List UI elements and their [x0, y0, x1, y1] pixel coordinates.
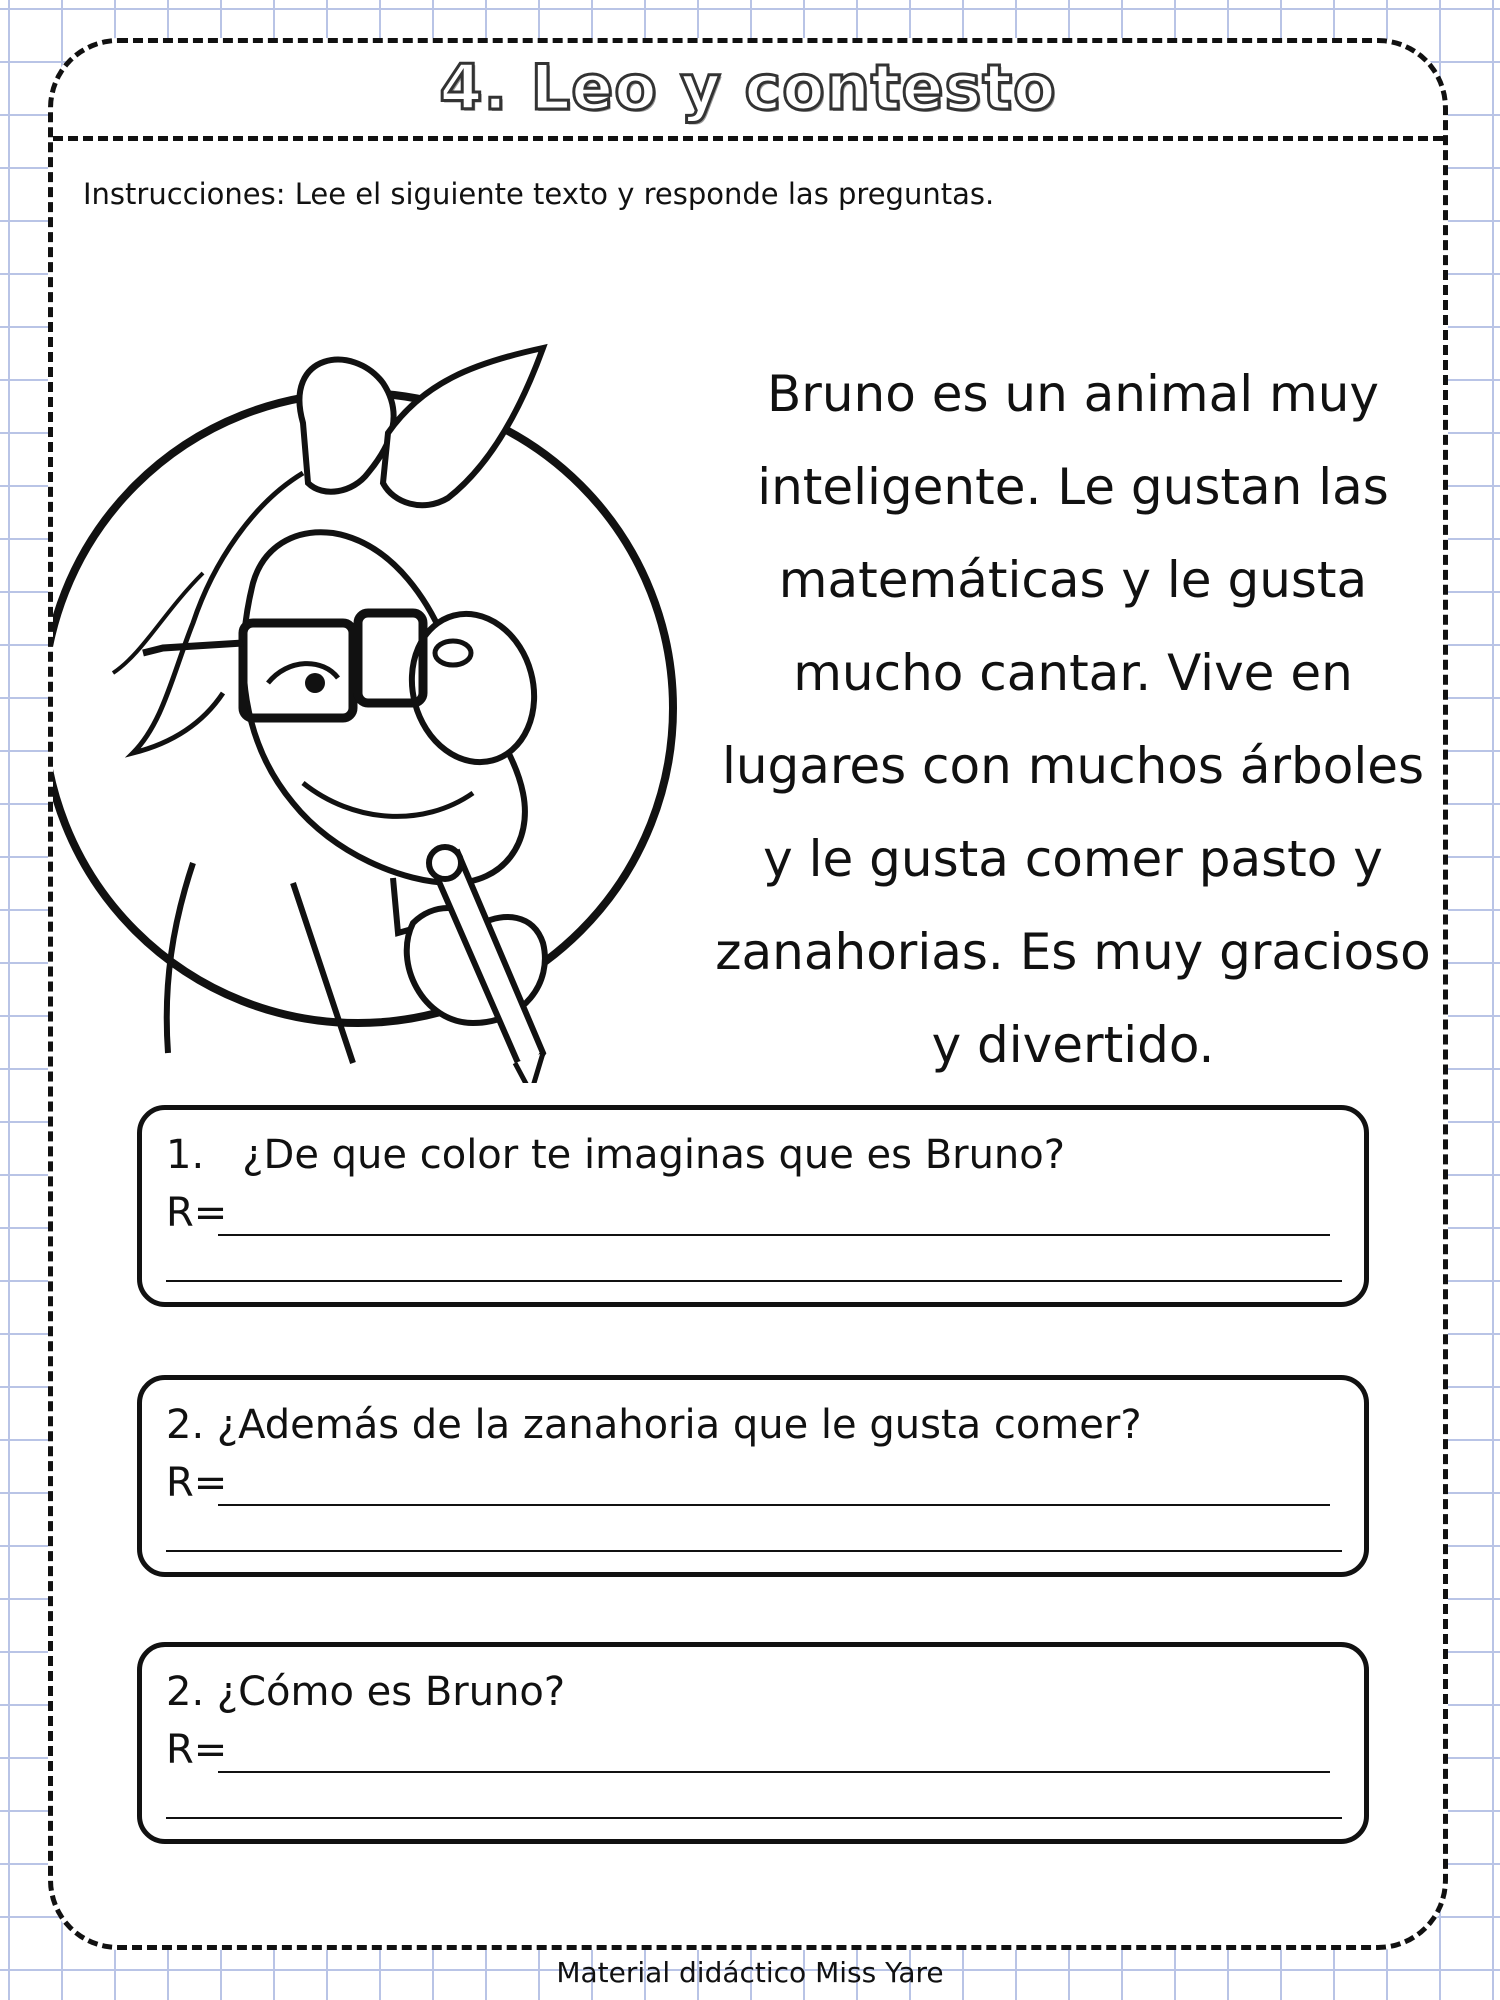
footer-credit: Material didáctico Miss Yare: [556, 1956, 944, 1989]
passage-line: zanahorias. Es muy gracioso: [715, 923, 1431, 981]
passage-line: y divertido.: [931, 1016, 1215, 1074]
answer-line[interactable]: [218, 1504, 1330, 1506]
answer-label: R=: [166, 1190, 228, 1236]
title-band: [53, 43, 1443, 141]
answer-label: R=: [166, 1460, 228, 1506]
passage-line: lugares con muchos árboles: [721, 737, 1425, 795]
answer-line[interactable]: [166, 1550, 1342, 1552]
passage-line: matemáticas y le gusta: [778, 551, 1368, 609]
passage-line: Bruno es un animal muy: [766, 365, 1380, 423]
question-box-3: [137, 1642, 1369, 1844]
question-text: 1. ¿De que color te imaginas que es Bruno?: [166, 1132, 1065, 1178]
question-box-2: [137, 1375, 1369, 1577]
passage-line: y le gusta comer pasto y: [763, 830, 1383, 888]
bruno-donkey-illustration: [53, 323, 713, 1083]
question-text: 2. ¿Cómo es Bruno?: [166, 1669, 566, 1715]
reading-passage: [693, 348, 1453, 1092]
passage-line: inteligente. Le gustan las: [757, 458, 1389, 516]
question-text: 2. ¿Además de la zanahoria que le gusta comer?: [166, 1402, 1142, 1448]
instructions-text: Instrucciones: Lee el siguiente texto y responde las preguntas.: [83, 177, 995, 211]
answer-label: R=: [166, 1727, 228, 1773]
worksheet-title: 4. Leo y contesto: [439, 51, 1057, 124]
answer-line[interactable]: [166, 1817, 1342, 1819]
answer-line[interactable]: [218, 1234, 1330, 1236]
worksheet-frame: [48, 38, 1448, 1950]
answer-line[interactable]: [166, 1280, 1342, 1282]
passage-line: mucho cantar. Vive en: [793, 644, 1353, 702]
answer-line[interactable]: [218, 1771, 1330, 1773]
question-box-1: [137, 1105, 1369, 1307]
